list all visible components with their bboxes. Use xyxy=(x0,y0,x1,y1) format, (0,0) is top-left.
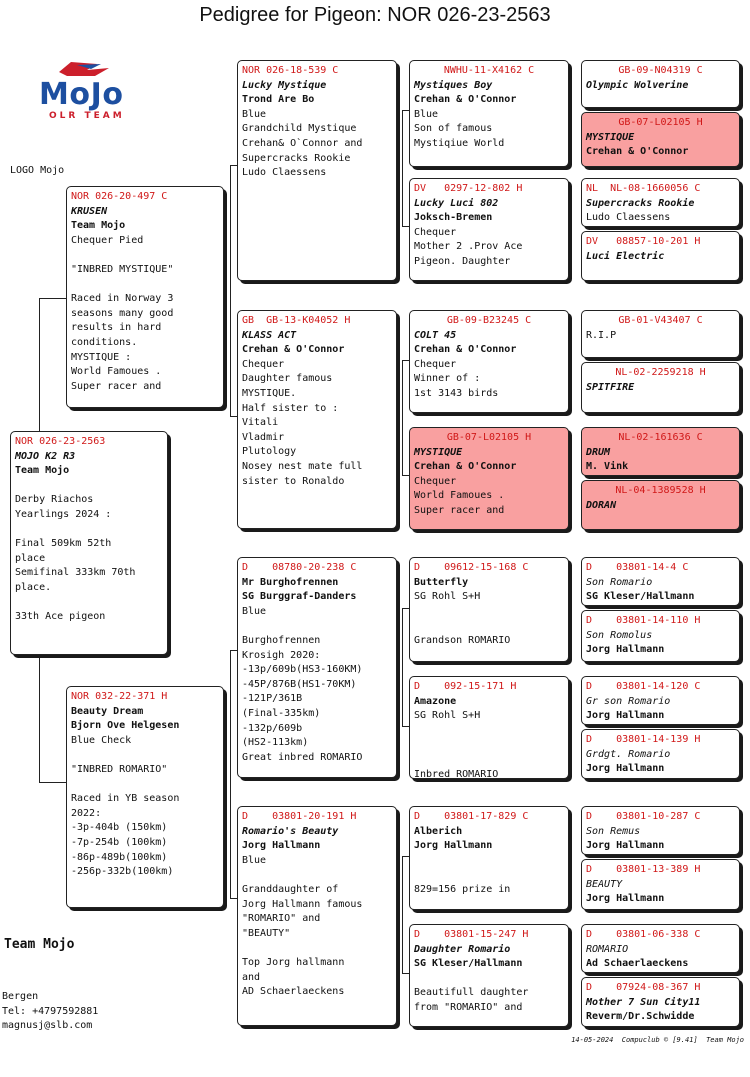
info-line: Chequer xyxy=(414,475,457,487)
info-line xyxy=(414,619,564,634)
pigeon-box-sdss[interactable] xyxy=(581,310,740,358)
pigeon-box-sds[interactable] xyxy=(409,310,569,413)
owner-phone: Tel: +4797592881 xyxy=(2,1005,99,1017)
info-line xyxy=(71,748,219,763)
info-line: "INBRED MYSTIQUE" xyxy=(71,263,174,275)
info-line xyxy=(414,972,564,987)
breeder: Jorg Hallmann xyxy=(242,840,321,852)
breeder: Jorg Hallmann xyxy=(414,840,493,852)
info-line: -86p-489b(100km) xyxy=(71,851,168,863)
breeder: Team Mojo xyxy=(71,220,126,232)
breeder: Joksch-Bremen xyxy=(414,212,493,224)
info-line: AD Schaerlaeckens xyxy=(242,986,345,998)
info-line: Beautifull daughter xyxy=(414,987,529,999)
info-line: Chequer xyxy=(414,358,457,370)
connector xyxy=(402,856,403,973)
breeder: Crehan & O'Connor xyxy=(414,344,517,356)
connector xyxy=(402,973,409,974)
ring-number: D 08780-20-238 C xyxy=(242,562,357,573)
pigeon-name: KRUSEN xyxy=(71,205,108,217)
pigeon-box-sssd[interactable] xyxy=(581,112,740,167)
ring-number: GB-07-L02105 H xyxy=(446,432,532,443)
breeder: Crehan & O'Connor xyxy=(414,94,517,106)
info-line: Yearlings 2024 : xyxy=(15,508,112,520)
pigeon-name: Gr son Romario xyxy=(586,695,671,707)
pigeon-name: Romario's Beauty xyxy=(242,825,339,837)
info-line: World Famoues . xyxy=(414,490,505,502)
info-line: Super racer and xyxy=(414,504,505,516)
info-line: Son of famous xyxy=(414,123,493,135)
info-line: Inbred ROMARIO xyxy=(414,768,499,779)
info-line xyxy=(15,479,163,494)
connector xyxy=(230,650,231,898)
pigeon-box-dsdd[interactable] xyxy=(581,729,740,779)
info-line: Ludo Claessens xyxy=(242,167,327,179)
breeder: Crehan & O'Connor xyxy=(242,344,345,356)
pigeon-box-ssds[interactable] xyxy=(581,178,740,227)
breeder: Ad Schaerlaeckens xyxy=(586,958,689,970)
svg-text:OLR TEAM: OLR TEAM xyxy=(49,111,125,121)
info-line: -132p/609b xyxy=(242,722,303,734)
ring-number: D 03801-15-247 H xyxy=(414,929,529,940)
info-line: Final 509km 52th xyxy=(15,538,112,550)
pigeon-box-ssss[interactable] xyxy=(581,60,740,108)
pigeon-box-ddss[interactable] xyxy=(581,806,740,855)
breeder: Jorg Hallmann xyxy=(586,763,665,775)
pigeon-box-dsss[interactable] xyxy=(581,557,740,606)
ring-number: D 03801-14-120 C xyxy=(586,681,701,692)
pigeon-name: BEAUTY xyxy=(586,878,623,890)
connector xyxy=(230,165,237,166)
info-line: Raced in Norway 3 xyxy=(71,293,174,305)
pigeon-name: Daughter Romario xyxy=(414,943,511,955)
info-line xyxy=(414,854,564,869)
pigeon-name: Mystiques Boy xyxy=(414,79,493,91)
ring-number: NWHU-11-X4162 C xyxy=(443,65,535,76)
info-line: seasons many good xyxy=(71,307,174,319)
ring-number: NOR 026-23-2563 xyxy=(15,436,106,447)
pigeon-name: Olympic Wolverine xyxy=(586,79,689,91)
info-line: and xyxy=(242,971,261,983)
pigeon-name: SPITFIRE xyxy=(586,381,635,393)
ring-number: D 03801-13-389 H xyxy=(586,864,701,875)
owner-city: Bergen xyxy=(2,991,39,1002)
info-line: Top Jorg hallmann xyxy=(242,956,345,968)
ring-number: D 03801-17-829 C xyxy=(414,811,529,822)
breeder: SG Kleser/Hallmann xyxy=(414,958,523,970)
connector xyxy=(230,416,237,417)
info-line xyxy=(71,778,219,793)
ring-number: NOR 026-20-497 C xyxy=(71,191,168,202)
info-line xyxy=(71,278,219,293)
info-line: "BEAUTY" xyxy=(242,927,291,939)
info-line: Crehan& O`Connor and xyxy=(242,137,363,149)
info-line: Vladmir xyxy=(242,431,285,443)
breeder: M. Vink xyxy=(586,461,629,473)
info-line: Mystiqiue World xyxy=(414,137,505,149)
pigeon-name: COLT 45 xyxy=(414,329,457,341)
info-line: Blue xyxy=(242,108,267,120)
pigeon-name: Son Romario xyxy=(586,576,653,588)
mojo-logo xyxy=(37,58,127,122)
connector xyxy=(402,110,403,226)
info-line: Supercracks Rookie xyxy=(242,152,351,164)
ring-number: GB-09-N04319 C xyxy=(618,65,703,76)
breeder: SG Rohl S+H xyxy=(414,591,481,603)
owner-team: Team Mojo xyxy=(4,937,75,952)
info-line: "INBRED ROMARIO" xyxy=(71,763,168,775)
info-line: Blue xyxy=(242,854,267,866)
ring-number: D 03801-14-4 C xyxy=(586,562,689,573)
owner-email[interactable]: magnusj@slb.com xyxy=(2,1020,93,1032)
info-line: Blue xyxy=(242,605,267,617)
breeder: SG Burggraf-Danders xyxy=(242,591,357,603)
ring-number: NOR 026-18-539 C xyxy=(242,65,339,76)
ring-number: NOR 032-22-371 H xyxy=(71,691,168,702)
svg-text:MoJo: MoJo xyxy=(39,77,123,112)
connector xyxy=(230,650,237,651)
pigeon-name: Mother 7 Sun City11 xyxy=(586,996,701,1008)
pigeon-box-sdds[interactable] xyxy=(581,427,740,476)
info-line xyxy=(414,753,564,768)
connector xyxy=(402,608,409,609)
ring-number: D 03801-06-338 C xyxy=(586,929,701,940)
breeder: Ludo Claessens xyxy=(586,212,671,224)
pigeon-box-sddd[interactable] xyxy=(581,480,740,530)
ring-number: D 03801-10-287 C xyxy=(586,811,701,822)
pigeon-name: Butterfly xyxy=(414,576,469,588)
info-line: Jorg Hallmann famous xyxy=(242,898,363,910)
info-line xyxy=(15,523,163,538)
pigeon-box-sss[interactable] xyxy=(409,60,569,167)
info-line xyxy=(15,596,163,611)
pigeon-box-dssd[interactable] xyxy=(581,610,740,662)
pigeon-name: Beauty Dream xyxy=(71,705,144,717)
info-line: results in hard xyxy=(71,322,162,334)
pigeon-name: DORAN xyxy=(586,499,617,511)
pigeon-box-sdsd[interactable] xyxy=(581,362,740,413)
pigeon-box-dam-sire[interactable] xyxy=(237,557,397,778)
pigeon-box-dddd[interactable] xyxy=(581,977,740,1027)
pigeon-name: Son Romolus xyxy=(586,629,653,641)
connector xyxy=(39,782,66,783)
breeder: Trond Are Bo xyxy=(242,94,315,106)
connector xyxy=(402,360,403,475)
ring-number: GB-01-V43407 C xyxy=(618,315,703,326)
pigeon-box-sire-sire[interactable] xyxy=(237,60,397,281)
ring-number: D 03801-14-110 H xyxy=(586,615,701,626)
connector xyxy=(39,655,40,782)
info-line: MYSTIQUE. xyxy=(242,387,297,399)
connector xyxy=(402,360,409,361)
info-line: Blue Check xyxy=(71,734,132,746)
info-line: (Final-335km) xyxy=(242,707,321,719)
info-line: Blue xyxy=(414,108,439,120)
info-line: -256p-332b(100km) xyxy=(71,866,174,878)
info-line: Burghofrennen xyxy=(242,634,321,646)
info-line: (HS2-113km) xyxy=(242,737,309,749)
info-line: Plutology xyxy=(242,446,297,458)
info-line xyxy=(414,738,564,753)
info-line xyxy=(414,724,564,739)
info-line: Winner of : xyxy=(414,373,481,385)
info-line: 829=156 prize in xyxy=(414,883,511,895)
breeder: Crehan & O'Connor xyxy=(586,146,689,158)
ring-number: NL NL-08-1660056 C xyxy=(586,183,701,194)
breeder: Crehan & O'Connor xyxy=(414,461,517,473)
connector xyxy=(402,110,409,111)
info-line: -13p/609b(HS3-160KM) xyxy=(242,664,363,676)
info-line xyxy=(242,619,392,634)
footer: 14-05-2024 Compuclub © [9.41] Team Mojo xyxy=(571,1036,744,1044)
pigeon-name: Lucky Luci 802 xyxy=(414,197,499,209)
info-line: Grandson ROMARIO xyxy=(414,634,511,646)
info-line: place. xyxy=(15,581,52,593)
breeder: Jorg Hallmann xyxy=(586,710,665,722)
connector xyxy=(402,608,403,726)
info-line: Chequer xyxy=(414,226,457,238)
info-line: 1st 3143 birds xyxy=(414,387,499,399)
info-line: Chequer Pied xyxy=(71,234,144,246)
info-line: -45P/876B(HS1-70KM) xyxy=(242,678,357,690)
ring-number: D 07924-08-367 H xyxy=(586,982,701,993)
pigeon-name: Mr Burghofrennen xyxy=(242,576,339,588)
ring-number: D 03801-20-191 H xyxy=(242,811,357,822)
pigeon-name: Amazone xyxy=(414,695,457,707)
pigeon-box-dam-dam[interactable] xyxy=(237,806,397,1026)
info-line: Derby Riachos xyxy=(15,494,94,506)
info-line xyxy=(242,868,392,883)
connector xyxy=(402,726,409,727)
info-line xyxy=(242,941,392,956)
info-line: Super racer and xyxy=(71,380,162,392)
pigeon-box-dds[interactable] xyxy=(409,806,569,910)
pigeon-name: Supercracks Rookie xyxy=(586,197,695,209)
pigeon-name: ROMARIO xyxy=(586,943,629,955)
connector xyxy=(39,298,40,431)
pigeon-name: MYSTIQUE xyxy=(586,131,635,143)
info-line: -7p-254b (100km) xyxy=(71,836,168,848)
ring-number: D 09612-15-168 C xyxy=(414,562,529,573)
ring-number: DV 08857-10-201 H xyxy=(586,236,701,247)
pigeon-name: Grdgt. Romario xyxy=(586,748,671,760)
breeder: Jorg Hallmann xyxy=(586,893,665,905)
pigeon-name: Alberich xyxy=(414,825,463,837)
ring-number: GB GB-13-K04052 H xyxy=(242,315,351,326)
logo-caption: LOGO Mojo xyxy=(10,165,65,176)
info-line: World Famoues . xyxy=(71,366,162,378)
info-line: 2022: xyxy=(71,807,102,819)
info-line: Semifinal 333km 70th xyxy=(15,567,136,579)
info-line: Grandchild Mystique xyxy=(242,123,357,135)
info-line: Krosigh 2020: xyxy=(242,649,321,661)
pigeon-box-sdd[interactable] xyxy=(409,427,569,530)
connector xyxy=(39,298,66,299)
pigeon-name: R.I.P xyxy=(586,329,617,341)
pigeon-name: KLASS ACT xyxy=(242,329,297,341)
ring-number: DV 0297-12-802 H xyxy=(414,183,523,194)
connector xyxy=(402,226,409,227)
pigeon-box-subject[interactable] xyxy=(10,431,168,655)
pigeon-name: Lucky Mystique xyxy=(242,79,327,91)
pigeon-name: Luci Electric xyxy=(586,250,665,262)
breeder: Reverm/Dr.Schwidde xyxy=(586,1011,695,1023)
pigeon-box-ddd[interactable] xyxy=(409,924,569,1027)
info-line xyxy=(71,248,219,263)
info-line: conditions. xyxy=(71,336,138,348)
info-line: -121P/361B xyxy=(242,693,303,705)
pigeon-box-dam[interactable] xyxy=(66,686,224,908)
info-line: Vitali xyxy=(242,417,279,429)
info-line: Pigeon. Daughter xyxy=(414,255,511,267)
pigeon-box-ddds[interactable] xyxy=(581,924,740,973)
breeder: Bjorn Ove Helgesen xyxy=(71,720,180,732)
ring-number: NL-04-1389528 H xyxy=(615,485,706,496)
pigeon-box-ssdd[interactable] xyxy=(581,231,740,281)
ring-number: GB-07-L02105 H xyxy=(618,117,703,128)
info-line: "ROMARIO" and xyxy=(242,913,321,925)
pigeon-name: MYSTIQUE xyxy=(414,446,463,458)
connector xyxy=(230,898,237,899)
ring-number: D 092-15-171 H xyxy=(414,681,517,692)
pigeon-box-dsd[interactable] xyxy=(409,676,569,779)
info-line: Daughter famous xyxy=(242,373,333,385)
connector xyxy=(402,475,409,476)
info-line: Nosey nest mate full xyxy=(242,460,363,472)
ring-number: GB-09-B23245 C xyxy=(446,315,532,326)
breeder: Jorg Hallmann xyxy=(586,644,665,656)
ring-number: NL-02-2259218 H xyxy=(615,367,706,378)
breeder: Team Mojo xyxy=(15,465,70,477)
pigeon-box-dss[interactable] xyxy=(409,557,569,662)
pigeon-name: MOJO K2 R3 xyxy=(15,450,76,462)
info-line: sister to Ronaldo xyxy=(242,475,345,487)
pigeon-name: DRUM xyxy=(586,446,611,458)
info-line: -3p-404b (150km) xyxy=(71,822,168,834)
info-line: Raced in YB season xyxy=(71,793,180,805)
info-line xyxy=(414,868,564,883)
info-line: Granddaughter of xyxy=(242,883,339,895)
connector xyxy=(402,856,409,857)
ring-number: D 03801-14-139 H xyxy=(586,734,701,745)
info-line: Chequer xyxy=(242,358,285,370)
pigeon-box-sire[interactable] xyxy=(66,186,224,408)
info-line: Mother 2 .Prov Ace xyxy=(414,241,523,253)
pigeon-box-ssd[interactable] xyxy=(409,178,569,281)
ring-number: NL-02-161636 C xyxy=(618,432,703,443)
info-line: from "ROMARIO" and xyxy=(414,1001,523,1013)
info-line: place xyxy=(15,552,46,564)
breeder: SG Rohl S+H xyxy=(414,710,481,722)
page-title: Pedigree for Pigeon: NOR 026-23-2563 xyxy=(199,4,551,26)
pigeon-box-ddsd[interactable] xyxy=(581,859,740,910)
pigeon-name: Son Remus xyxy=(586,825,641,837)
info-line: Half sister to : xyxy=(242,402,339,414)
info-line: Great inbred ROMARIO xyxy=(242,751,363,763)
pigeon-box-sire-dam[interactable] xyxy=(237,310,397,529)
connector xyxy=(230,165,231,416)
info-line: MYSTIQUE : xyxy=(71,351,132,363)
pigeon-box-dsds[interactable] xyxy=(581,676,740,725)
owner-contact xyxy=(2,990,98,1034)
info-line xyxy=(414,605,564,620)
info-line: 33th Ace pigeon xyxy=(15,611,106,623)
breeder: SG Kleser/Hallmann xyxy=(586,591,695,603)
breeder: Jorg Hallmann xyxy=(586,840,665,852)
